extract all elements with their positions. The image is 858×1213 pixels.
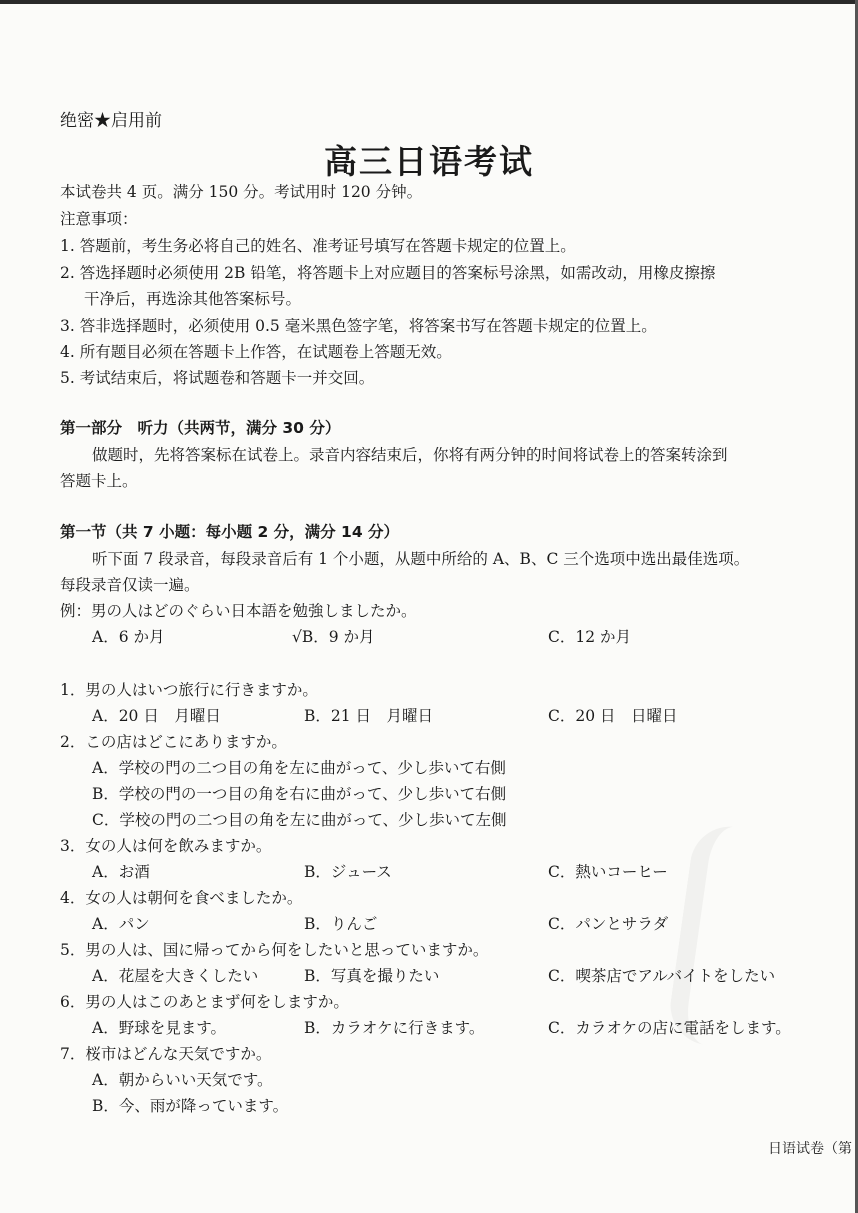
question-2: 2．この店はどこにありますか。: [60, 733, 287, 751]
q5-option-c: C．喫茶店でアルバイトをしたい: [548, 967, 776, 985]
note-2: 2. 答选择题时必须使用 2B 铅笔，将答题卡上对应题目的答案标号涂黑，如需改动，用橡皮擦擦: [60, 264, 716, 282]
example-option-a: A．6 か月: [92, 628, 165, 646]
q2-option-c: C．学校の門の二つ目の角を左に曲がって、少し歩いて左側: [92, 811, 507, 829]
part1-instruction-cont: 答题卡上。: [60, 472, 138, 490]
top-border: [0, 0, 858, 4]
page-footer: 日语试卷（第: [768, 1141, 852, 1157]
exam-info: 本试卷共 4 页。满分 150 分。考试用时 120 分钟。: [60, 183, 423, 201]
note-3: 3. 答非选择题时，必须使用 0.5 毫米黑色签字笔，将答案书写在答题卡规定的位置上。: [60, 317, 657, 335]
q5-option-a: A．花屋を大きくしたい: [92, 967, 259, 985]
q7-option-b: B．今、雨が降っています。: [92, 1097, 289, 1115]
q2-option-b: B．学校の門の一つ目の角を右に曲がって、少し歩いて右側: [92, 785, 507, 803]
question-6: 6．男の人はこのあとまず何をしますか。: [60, 993, 349, 1011]
section1-heading: 第一节（共 7 小题：每小题 2 分，满分 14 分）: [60, 523, 400, 541]
q2-option-a: A．学校の門の二つ目の角を左に曲がって、少し歩いて右側: [92, 759, 506, 777]
question-1: 1．男の人はいつ旅行に行きますか。: [60, 681, 318, 699]
q3-option-b: B．ジュース: [304, 863, 392, 881]
note-5: 5. 考试结束后，将试题卷和答题卡一并交回。: [60, 369, 375, 387]
q1-option-a: A．20 日 月曜日: [92, 707, 221, 725]
q1-option-c: C．20 日 日曜日: [548, 707, 678, 725]
q6-option-a: A．野球を見ます。: [92, 1019, 226, 1037]
page-title: 高三日语考试: [324, 142, 534, 181]
example-option-b: √B．9 か月: [292, 628, 375, 646]
part1-heading: 第一部分 听力（共两节，满分 30 分）: [60, 419, 341, 437]
example-option-c: C．12 か月: [548, 628, 632, 646]
section1-instruction: 听下面 7 段录音，每段录音后有 1 个小题，从题中所给的 A、B、C 三个选项中选出最佳选项。: [92, 550, 750, 568]
q4-option-b: B．りんご: [304, 915, 378, 933]
q1-option-b: B．21 日 月曜日: [304, 707, 434, 725]
note-1: 1. 答题前，考生务必将自己的姓名、准考证号填写在答题卡规定的位置上。: [60, 237, 576, 255]
q6-option-c: C．カラオケの店に電話をします。: [548, 1019, 791, 1037]
q3-option-c: C．熱いコーヒー: [548, 863, 668, 881]
q4-option-c: C．パンとサラダ: [548, 915, 669, 933]
question-4: 4．女の人は朝何を食べましたか。: [60, 889, 303, 907]
q7-option-a: A．朝からいい天気です。: [92, 1071, 273, 1089]
example-question: 例：男の人はどのぐらい日本語を勉強しましたか。: [60, 602, 417, 620]
section1-instruction-cont: 每段录音仅读一遍。: [60, 576, 200, 594]
q5-option-b: B．写真を撮りたい: [304, 967, 440, 985]
q4-option-a: A．パン: [92, 915, 150, 933]
part1-instruction: 做题时，先将答案标在试卷上。录音内容结束后，你将有两分钟的时间将试卷上的答案转涂到: [92, 446, 728, 464]
note-2-cont: 干净后，再选涂其他答案标号。: [84, 290, 302, 308]
question-5: 5．男の人は、国に帰ってから何をしたいと思っていますか。: [60, 941, 489, 959]
secret-label: 绝密★启用前: [60, 111, 162, 131]
note-4: 4. 所有题目必须在答题卡上作答，在试题卷上答题无效。: [60, 343, 452, 361]
question-3: 3．女の人は何を飲みますか。: [60, 837, 272, 855]
q6-option-b: B．カラオケに行きます。: [304, 1019, 485, 1037]
notice-heading: 注意事项：: [60, 210, 138, 228]
question-7: 7．桜市はどんな天気ですか。: [60, 1045, 272, 1063]
q3-option-a: A．お酒: [92, 863, 150, 881]
